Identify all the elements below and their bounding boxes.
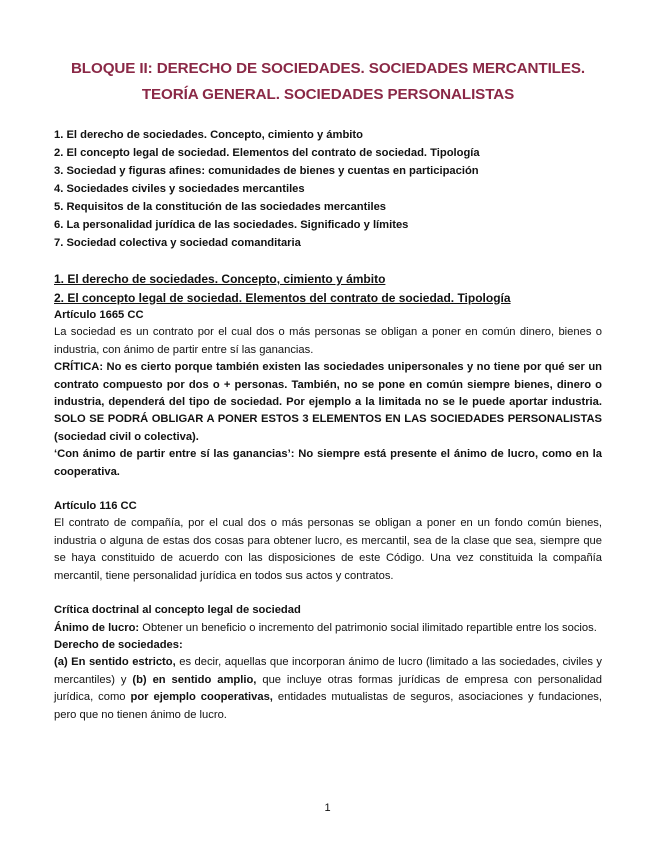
animo-lucro-paragraph (54, 620, 602, 637)
sentido-estricto-text: es decir, aquellas que incorporan ánimo de lucro (limitado a las sociedades, civiles y mercantiles) y (54, 656, 603, 686)
toc-item: 6. La personalidad jurídica de las sociedades. Significado y límites (54, 219, 409, 231)
critica-doctrinal-heading: Crítica doctrinal al concepto legal de sociedad (54, 604, 301, 617)
section-heading-2: 2. El concepto legal de sociedad. Elementos del contrato de sociedad. Tipología (54, 290, 511, 305)
toc-item: 5. Requisitos de la constitución de las sociedades mercantiles (54, 201, 387, 213)
animo-lucro-text: Obtener un beneficio o incremento del patrimonio social ilimitado repartible entre los socios. (139, 621, 597, 634)
sentido-amplio-label: (b) en sentido amplio, (132, 673, 257, 686)
critica-paragraph (54, 359, 602, 446)
sentido-estricto-label: (a) En sentido estricto, (54, 656, 176, 669)
table-of-contents (54, 126, 602, 252)
animo-note: ‘Con ánimo de partir entre sí las ganancias’: No siempre está presente el ánimo de lucro, como en la cooperativa. (54, 448, 602, 478)
derecho-sociedades-heading: Derecho de sociedades: (54, 638, 183, 651)
section-heading-1: 1. El derecho de sociedades. Concepto, cimiento y ámbito (54, 272, 386, 286)
document-page (54, 56, 602, 724)
spacer (54, 481, 602, 498)
closing-text: entidades mutualistas de seguros, asociaciones y fundaciones, pero que no tienen ánimo de lucro. (54, 691, 602, 721)
toc-item: 2. El concepto legal de sociedad. Elementos del contrato de sociedad. Tipología (54, 147, 480, 159)
derecho-sociedades-paragraph (54, 654, 602, 724)
page-number: 1 (324, 802, 331, 814)
toc-item: 4. Sociedades civiles y sociedades mercantiles (54, 183, 305, 195)
toc-item: 1. El derecho de sociedades. Concepto, cimiento y ámbito (54, 129, 363, 141)
spacer (54, 585, 602, 602)
toc-item: 3. Sociedad y figuras afines: comunidades de bienes y cuentas en participación (54, 165, 479, 177)
title-line-2: TEORÍA GENERAL. SOCIEDADES PERSONALISTAS (141, 86, 515, 103)
cooperativas-label: por ejemplo cooperativas, (130, 691, 273, 704)
article-116-text: El contrato de compañía, por el cual dos o más personas se obligan a poner en un fondo común bienes, industria o alguna de estas dos cosas para obtener lucro, es mercantil, sea de la clase que sea, siempre que se haya constituido de acuerdo con las disposiciones de este Código. Una vez constituida la compañía mercantil, tiene personalidad jurídica en todos sus actos y contratos. (54, 517, 602, 582)
title-line-1: BLOQUE II: DERECHO DE SOCIEDADES. SOCIEDADES MERCANTILES. (70, 60, 586, 77)
animo-lucro-label: Ánimo de lucro: (54, 621, 140, 634)
critica-text: No es cierto porque también existen las sociedades unipersonales y no tiene por qué ser un contrato compuesto por dos o + personas. También, no se pone en común siempre bienes, dinero o industria, dependerá del tipo de sociedad. Por ejemplo a la limitada no se le puede aportar industria. SOLO SE PODRÁ OBLIGAR A PONER ESTOS 3 ELEMENTOS EN LAS SOCIEDADES PERSONALISTAS (sociedad civil o colectiva). (54, 361, 602, 443)
article-1665-heading: Artículo 1665 CC (54, 309, 144, 321)
article-1665-text: La sociedad es un contrato por el cual dos o más personas se obligan a poner en común dinero, bienes o industria, con ánimo de partir entre sí las ganancias. (54, 326, 602, 356)
document-title (54, 56, 602, 108)
toc-item: 7. Sociedad colectiva y sociedad comanditaria (54, 237, 301, 249)
sentido-amplio-text: que incluye otras formas jurídicas de empresa con personalidad jurídica, como (54, 673, 602, 704)
article-116-heading: Artículo 116 CC (54, 500, 137, 513)
critica-label: CRÍTICA: (54, 361, 104, 374)
